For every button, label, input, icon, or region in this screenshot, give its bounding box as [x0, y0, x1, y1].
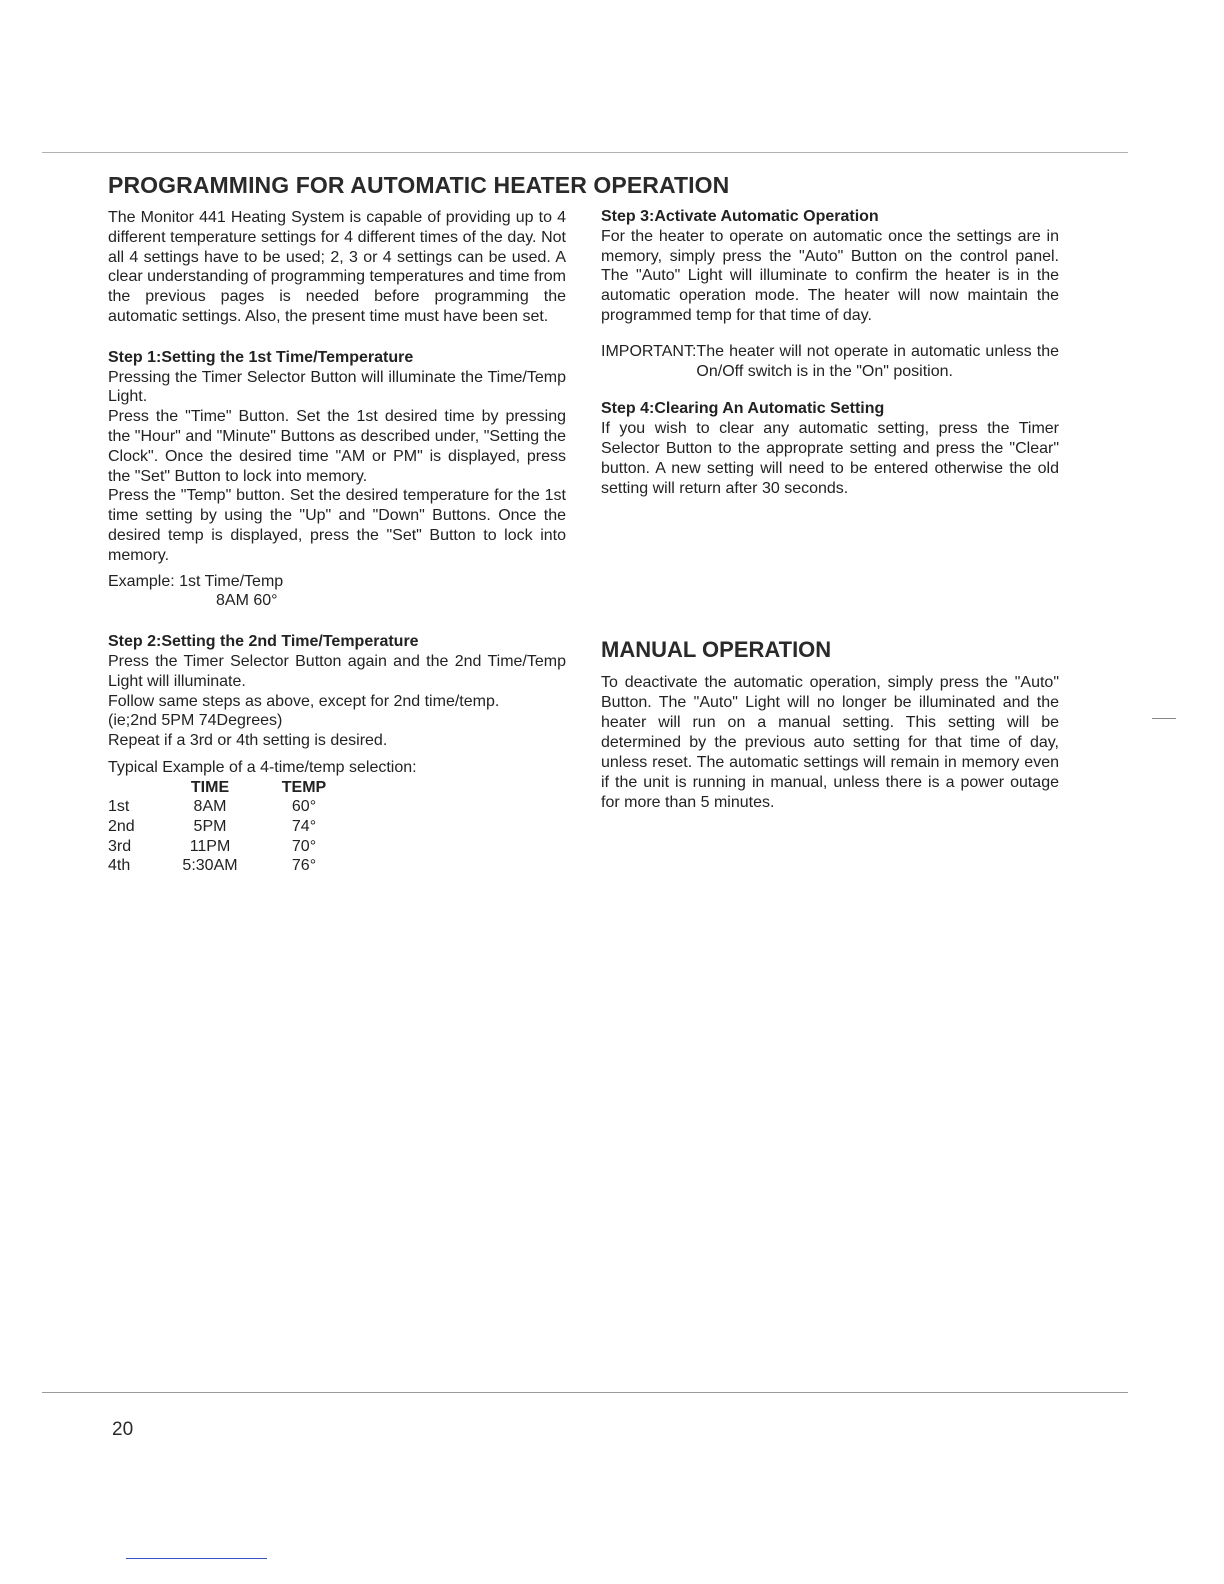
typical-example-table — [108, 778, 362, 876]
step2-paragraph-3: (ie;2nd 5PM 74Degrees) — [108, 712, 283, 730]
table-cell: 5:30AM — [182, 857, 238, 875]
table-cell: 60° — [291, 798, 317, 816]
step2-paragraph-4: Repeat if a 3rd or 4th setting is desired. — [108, 732, 388, 750]
step3-paragraph: For the heater to operate on automatic once the settings are in memory, simply press the "Auto" Button on the control panel. The "Auto" Light will illuminate to confirm the heater is in the automatic operation mode. The heater will now maintain the programmed temp for that time of day. — [601, 227, 1059, 324]
footer-underline — [126, 1558, 267, 1559]
table-cell: 5PM — [193, 817, 227, 835]
table-cell: 4th — [108, 857, 131, 875]
right-column — [601, 207, 1059, 498]
step1-example-label: Example: 1st Time/Temp — [108, 572, 284, 590]
important-label: IMPORTANT: — [601, 342, 697, 360]
step3-title: Step 3:Activate Automatic Operation — [601, 208, 879, 225]
step4-title: Step 4:Clearing An Automatic Setting — [601, 400, 885, 418]
step1-title: Step 1:Setting the 1st Time/Temperature — [108, 348, 414, 366]
table-row — [108, 817, 362, 837]
step1-paragraph-1: Pressing the Timer Selector Button will illuminate the Time/Temp Light. — [108, 368, 566, 406]
table-cell: 70° — [291, 837, 317, 855]
table-row — [108, 856, 362, 876]
table-header-temp: TEMP — [281, 778, 327, 796]
top-divider — [42, 152, 1128, 153]
table-row — [108, 797, 362, 817]
typical-example-label: Typical Example of a 4-time/temp selection: — [108, 758, 417, 776]
step2-section — [108, 632, 566, 876]
step1-paragraph-3: Press the "Temp" button. Set the desired temperature for the 1st time setting by using the "Up" and "Down" Buttons. Once the desired temp is displayed, press the "Set" Button to lock into memory. — [108, 487, 566, 564]
page-number: 20 — [112, 1419, 134, 1440]
intro-paragraph: The Monitor 441 Heating System is capable of providing up to 4 different temperature settings for 4 different times of the day. Not all 4 settings have to be used; 2, 3 or 4 settings can be used. A clear understanding of programming temperatures and time from the previous pages is needed before programming the automatic settings. Also, the present time must have been set. — [108, 209, 566, 325]
bottom-divider — [42, 1392, 1128, 1393]
step2-paragraph-1: Press the Timer Selector Button again and the 2nd Time/Temp Light will illuminate. — [108, 652, 566, 690]
table-cell: 1st — [108, 798, 130, 816]
table-cell: 3rd — [108, 837, 132, 855]
important-text: The heater will not operate in automatic unless the On/Off switch is in the "On" position. — [696, 342, 1059, 380]
step2-paragraph-2: Follow same steps as above, except for 2nd time/temp. — [108, 692, 500, 710]
manual-operation-heading: MANUAL OPERATION — [601, 637, 832, 662]
step4-paragraph: If you wish to clear any automatic setting, press the Timer Selector Button to the approprate setting and press the "Clear" button. A new setting will need to be entered otherwise the old setting will return after 30 seconds. — [601, 420, 1059, 497]
step4-section — [601, 399, 1059, 498]
important-note — [601, 342, 1059, 382]
table-header-row — [108, 778, 362, 798]
table-cell: 11PM — [189, 837, 231, 855]
left-column — [108, 208, 566, 876]
step2-title: Step 2:Setting the 2nd Time/Temperature — [108, 633, 419, 651]
step1-paragraph-2: Press the "Time" Button. Set the 1st desired time by pressing the "Hour" and "Minute" Buttons as described under, "Setting the Clock". Once the desired time "AM or PM" is displayed, press the "Set" Button to lock into memory. — [108, 408, 566, 485]
table-cell: 2nd — [108, 817, 135, 835]
table-cell: 76° — [291, 857, 317, 875]
table-header-time: TIME — [190, 778, 230, 796]
table-row — [108, 837, 362, 857]
manual-operation-paragraph: To deactivate the automatic operation, simply press the "Auto" Button. The "Auto" Light will no longer be illuminated and the heater will run on a manual setting. This setting will be determined by the previous auto setting for that time of day, unless reset. The automatic settings will remain in memory even if the unit is running in manual, unless there is a power outage for more than 5 minutes. — [601, 674, 1059, 811]
step1-section — [108, 348, 566, 611]
table-cell: 74° — [291, 817, 317, 835]
manual-operation-section — [601, 673, 1059, 813]
table-header-cell — [108, 778, 174, 798]
margin-mark — [1152, 718, 1176, 719]
page-title: PROGRAMMING FOR AUTOMATIC HEATER OPERATION — [108, 172, 730, 198]
step1-example-value: 8AM 60° — [216, 592, 278, 610]
step3-section — [601, 207, 1059, 326]
table-cell: 8AM — [193, 798, 227, 816]
